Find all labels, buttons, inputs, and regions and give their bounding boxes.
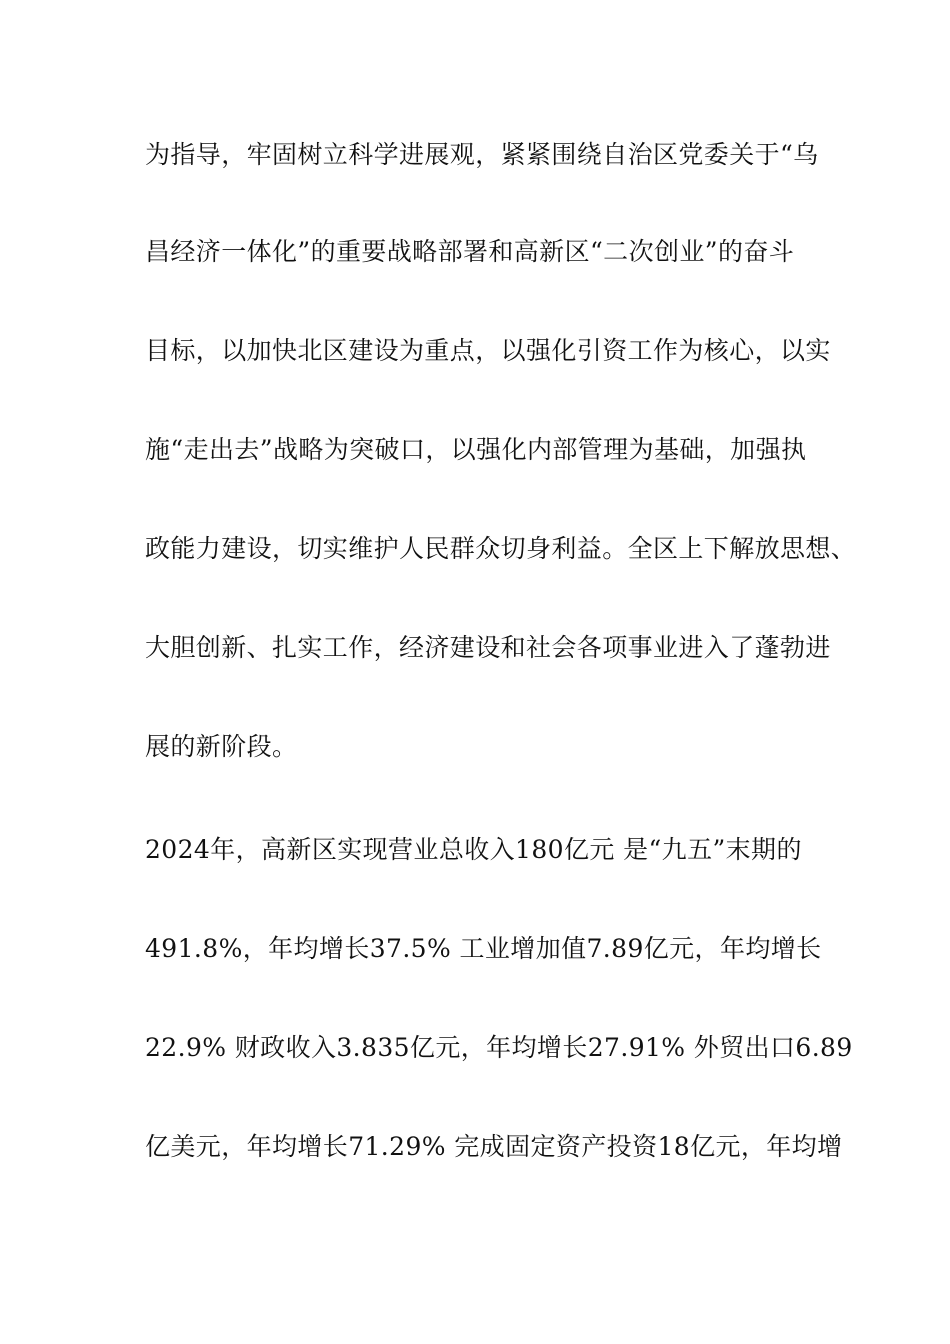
paragraph-2-line-2: 491.8%，年均增长37.5% 工业增加值7.89亿元，年均增长 [145,934,822,963]
paragraph-2-line-1: 2024年，高新区实现营业总收入180亿元 是“九五”末期的 [145,835,802,864]
paragraph-2-line-4: 亿美元，年均增长71.29% 完成固定资产投资18亿元，年均增 [145,1132,843,1161]
paragraph-1-line-7: 展的新阶段。 [145,732,298,761]
paragraph-1-line-1: 为指导，牢固树立科学进展观，紧紧围绕自治区党委关于“乌 [145,140,819,169]
paragraph-1-line-3: 目标，以加快北区建设为重点，以强化引资工作为核心，以实 [145,336,831,365]
paragraph-1-line-5: 政能力建设，切实维护人民群众切身利益。全区上下解放思想、 [145,534,857,563]
paragraph-1-line-4: 施“走出去”战略为突破口，以强化内部管理为基础，加强执 [145,435,807,464]
paragraph-2-line-3: 22.9% 财政收入3.835亿元，年均增长27.91% 外贸出口6.89 [145,1033,853,1062]
paragraph-1-line-2: 昌经济一体化”的重要战略部署和高新区“二次创业”的奋斗 [145,237,795,266]
paragraph-1-line-6: 大胆创新、扎实工作，经济建设和社会各项事业进入了蓬勃进 [145,633,831,662]
